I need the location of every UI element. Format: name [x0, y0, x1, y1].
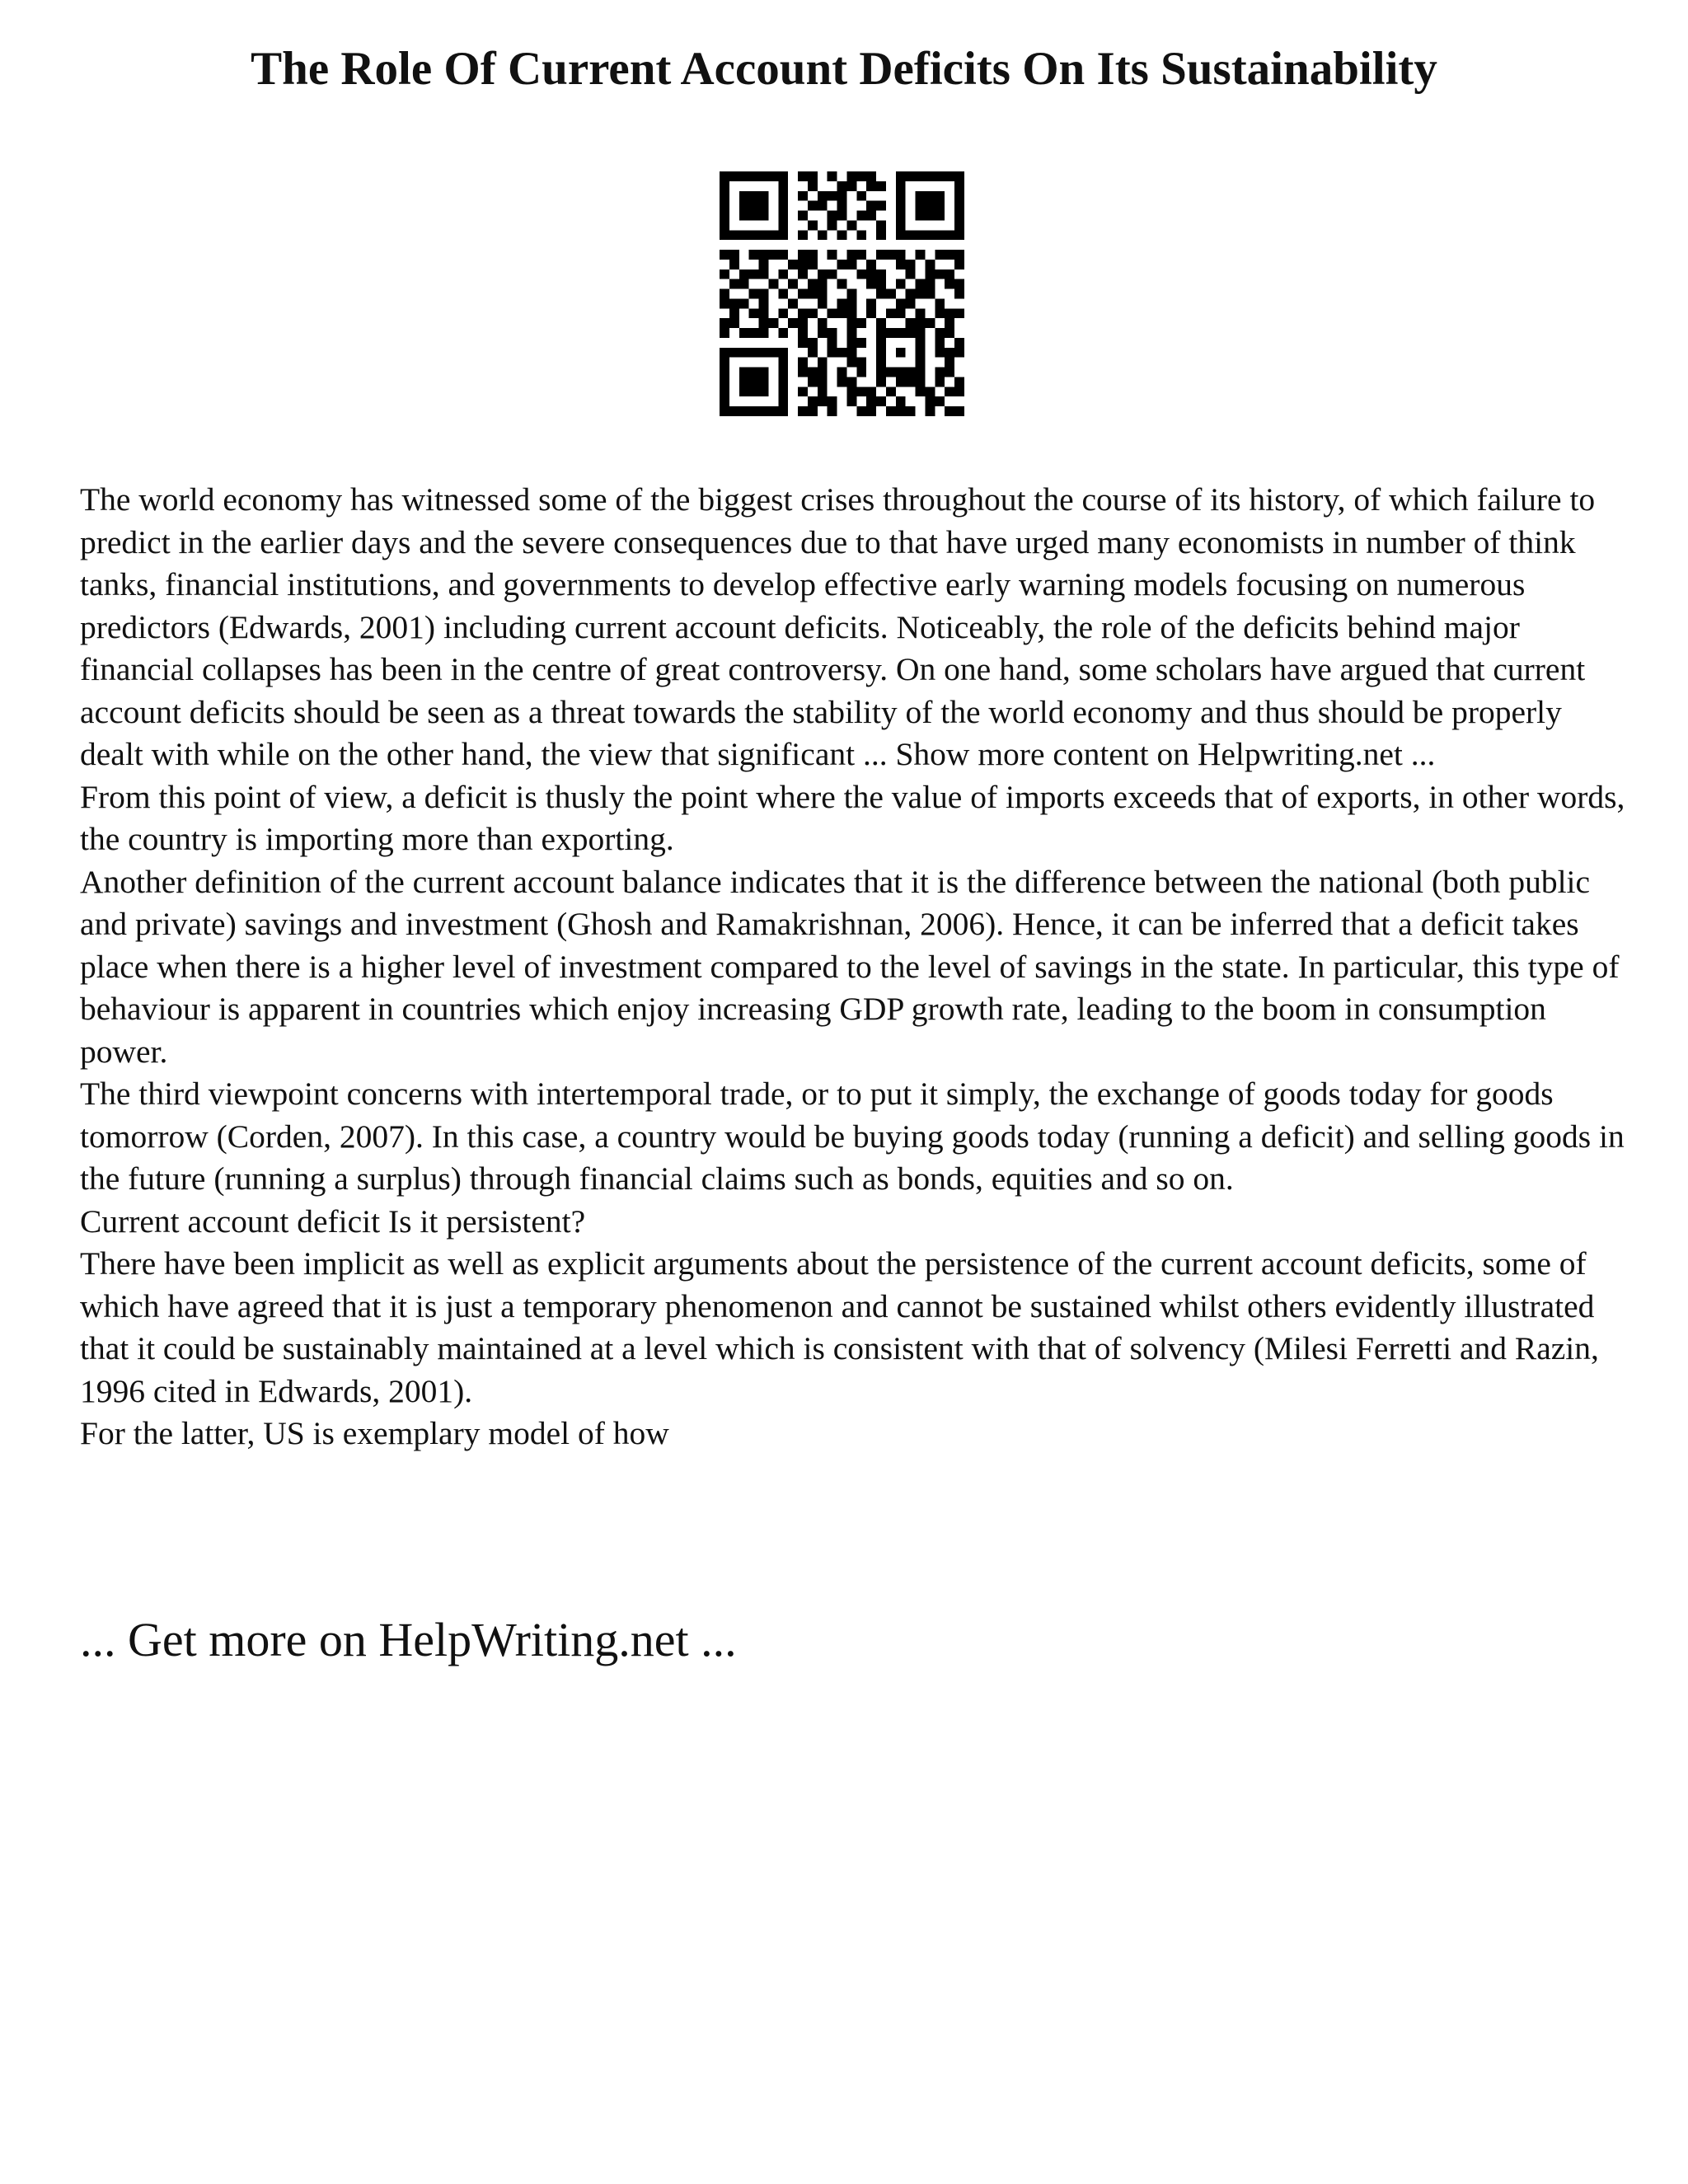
get-more-link[interactable]: ... Get more on HelpWriting.net ... — [80, 1613, 737, 1666]
document-title: The Role Of Current Account Deficits On Its Sustainability — [251, 43, 1437, 95]
qr-code-icon — [720, 171, 964, 416]
paragraph-intertemporal-trade: The third viewpoint concerns with intertemporal trade, or to put it simply, the exchange of goods today for goods tomorrow (Corden, 2007). In this case, a country would be buying goods today (running a deficit) and selling goods in the future (running a surplus) through financial claims such as bonds, equities and so on. — [80, 1076, 1625, 1197]
paragraph-us-example: For the latter, US is exemplary model of how — [80, 1415, 669, 1451]
paragraph-persistence: There have been implicit as well as explicit arguments about the persistence of the current account deficits, some of which have agreed that it is just a temporary phenomenon and cannot be sustained whilst others evidently illustrated that it could be sustainably maintained at a level which is consistent with that of solvency (Milesi Ferretti and Razin, 1996 cited in Edwards, 2001). — [80, 1245, 1599, 1409]
section-heading-persistence: Current account deficit Is it persistent? — [80, 1202, 586, 1240]
paragraph-intro: The world economy has witnessed some of the biggest crises throughout the course of its history, of which failure to predict in the earlier days and the severe consequences due to that have urged many economists in number of think tanks, financial institutions, and governments to develop effective early warning models focusing on numerous predictors (Edwards, 2001) including current account deficits. Noticeably, the role of the deficits behind major financial collapses has been in the centre of great controversy. On one hand, some scholars have argued that current account deficits should be seen as a threat towards the stability of the world economy and thus should be properly dealt with while on the other hand, the view that significant ... Show more content on Helpwriting.net ... — [80, 481, 1596, 772]
article-body — [80, 479, 1629, 1455]
paragraph-deficit-definition: From this point of view, a deficit is thusly the point where the value of imports exceeds that of exports, in other words, the country is importing more than exporting. — [80, 778, 1625, 857]
paragraph-savings-investment: Another definition of the current account balance indicates that it is the difference between the national (both public and private) savings and investment (Ghosh and Ramakrishnan, 2006). Hence, it can be inferred that a deficit takes place when there is a higher level of investment compared to the level of savings in the state. In particular, this type of behaviour is apparent in countries which enjoy increasing GDP growth rate, leading to the boom in consumption power. — [80, 863, 1620, 1070]
